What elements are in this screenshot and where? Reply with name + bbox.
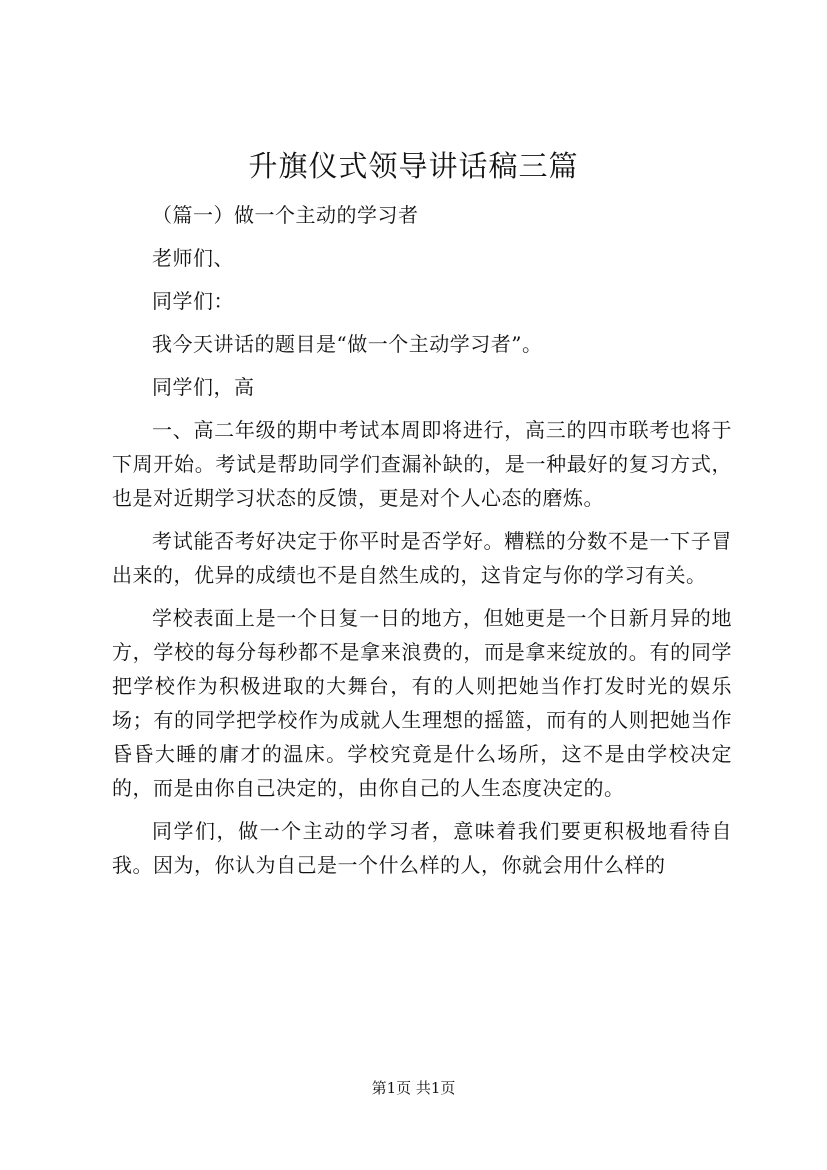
paragraph-exam-intro: 一、高二年级的期中考试本周即将进行，高三的四市联考也将于下周开始。考试是帮助同学们查漏补缺的，是一种最好的复习方式，也是对近期学习状态的反馈，更是对个人心态的磨炼。 (112, 418, 732, 510)
paragraph-section-heading: （篇一）做一个主动的学习者 (152, 203, 419, 227)
page-footer: 第1页 共1页 (371, 1079, 456, 1097)
paragraph-topic: 我今天讲话的题目是“做一个主动学习者”。 (152, 332, 543, 356)
paragraph-school: 学校表面上是一个日复一日的地方，但她更是一个日新月异的地方，学校的每分每秒都不是拿来浪费的，而是拿来绽放的。有的同学把学校作为积极进取的大舞台，有的人则把她当作打发时光的娱乐场；有的同学把学校作为成就人生理想的摇篮，而有的人则把她当作昏昏大睡的庸才的温床。学校究竟是什么场所，这不是由学校决定的，而是由你自己决定的，由你自己的人生态度决定的。 (112, 606, 732, 800)
paragraph-salutation-students: 同学们： (152, 289, 234, 313)
document-body (112, 198, 732, 891)
paragraph-address: 同学们，高 (152, 375, 255, 399)
paragraph-salutation-teachers: 老师们、 (152, 246, 234, 270)
document-title: 升旗仪式领导讲话稿三篇 (248, 149, 579, 183)
paragraph-active-learner: 同学们，做一个主动的学习者，意味着我们要更积极地看待自我。因为，你认为自己是一个什么样的人，你就会用什么样的 (112, 819, 732, 877)
paragraph-exam-result: 考试能否考好决定于你平时是否学好。糟糕的分数不是一下子冒出来的，优异的成绩也不是自然生成的，这肯定与你的学习有关。 (112, 529, 732, 587)
